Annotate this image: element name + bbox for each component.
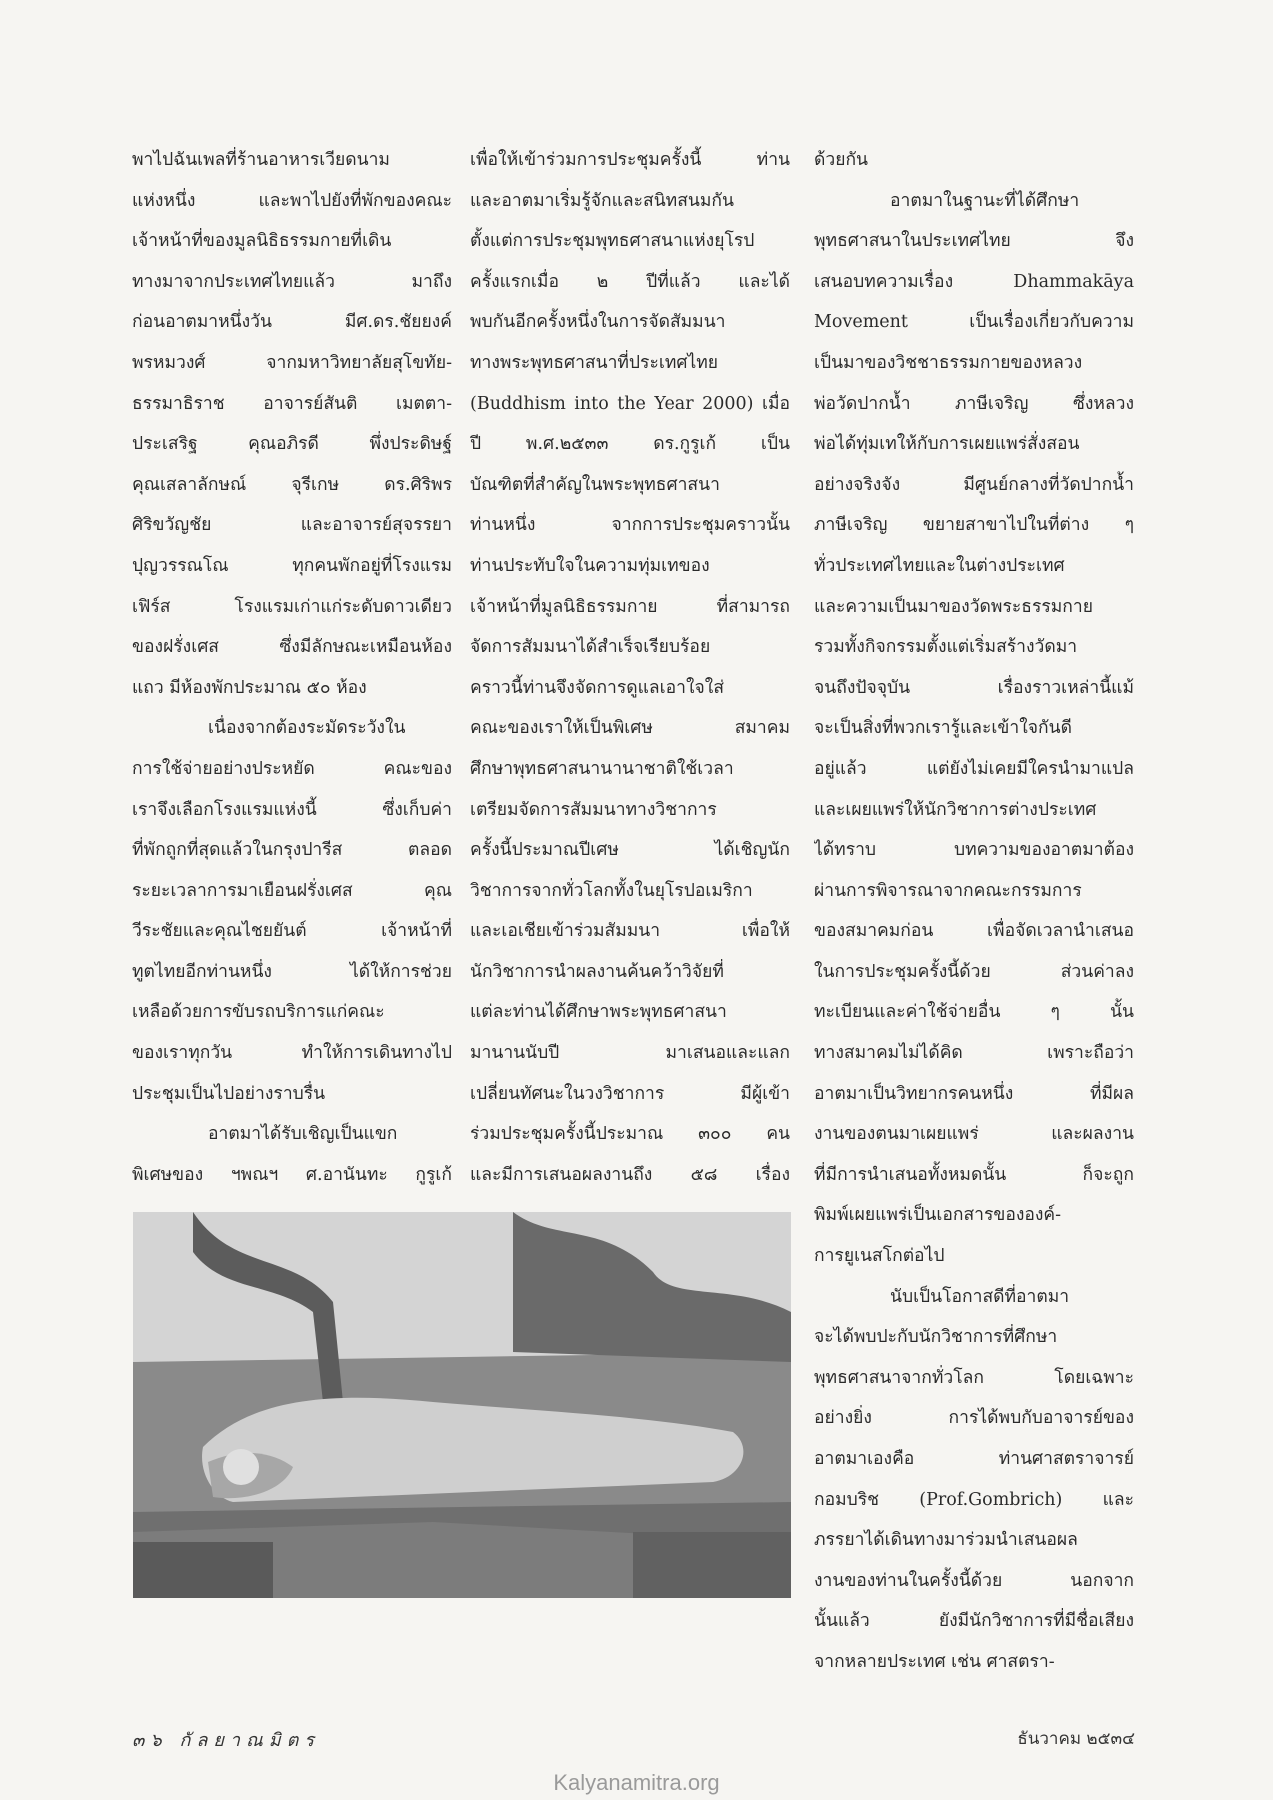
col3-line: ทั่วประเทศไทยและในต่างประเทศ: [814, 555, 1065, 576]
col1-line: เจ้าหน้าที่ของมูลนิธิธรรมกายที่เดิน: [132, 231, 392, 252]
watermark: Kalyanamitra.org: [553, 1770, 720, 1795]
col3-line: ทางสมาคมไม่ได้คิด เพราะถือว่า: [814, 1043, 1134, 1064]
col3-line: พุทธศาสนาในประเทศไทย จึง: [814, 231, 1134, 252]
col2-line: เจ้าหน้าที่มูลนิธิธรรมกาย ที่สามารถ: [470, 596, 790, 617]
col1-line: พาไปฉันเพลที่ร้านอาหารเวียดนาม: [132, 150, 390, 170]
text-column-3: [814, 140, 1134, 1683]
col3-line: ด้วยกัน: [814, 150, 869, 170]
col1-line: ธรรมาธิราช อาจารย์สันติ เมตตา-: [132, 393, 452, 414]
col2-line: ครั้งแรกเมื่อ ๒ ปีที่แล้ว และได้: [470, 271, 790, 292]
col1-line: เหลือด้วยการขับรถบริการแก่คณะ: [132, 1002, 385, 1023]
col3-line: รวมทั้งกิจกรรมตั้งแต่เริ่มสร้างวัดมา: [814, 637, 1078, 658]
col3-line: เสนอบทความเรื่อง Dhammakāya: [814, 271, 1134, 292]
col2-line: เปลี่ยนทัศนะในวงวิชาการ มีผู้เข้า: [470, 1083, 790, 1104]
col2-line: วิชาการจากทั่วโลกทั้งในยุโรปอเมริกา: [470, 880, 753, 901]
col2-line: ทางพระพุทธศาสนาที่ประเทศไทย: [470, 352, 719, 373]
col1-line: ปุญวรรณโณ ทุกคนพักอยู่ที่โรงแรม: [132, 555, 452, 576]
col2-line: คณะของเราให้เป็นพิเศษ สมาคม: [470, 718, 790, 739]
col1-line: อาตมาได้รับเชิญเป็นแขก: [208, 1124, 398, 1145]
col3-line: นั้นแล้ว ยังมีนักวิชาการที่มีชื่อเสียง: [814, 1611, 1134, 1632]
col1-line: เฟิร์ส โรงแรมเก่าแก่ระดับดาวเดียว: [132, 596, 452, 617]
col2-line: ปี พ.ศ.๒๕๓๓ ดร.กูรูเก้ เป็น: [470, 434, 790, 455]
col2-line: พบกันอีกครั้งหนึ่งในการจัดสัมมนา: [470, 312, 726, 333]
col2-line: ท่านประทับใจในความทุ่มเทของ: [470, 555, 710, 576]
col3-line: อาตมาเองคือ ท่านศาสตราจารย์: [814, 1449, 1134, 1469]
col1-line: คุณเสลาลักษณ์ จุรีเกษ ดร.ศิริพร: [132, 474, 452, 495]
col3-line: การยูเนสโกต่อไป: [814, 1246, 945, 1267]
col2-line: คราวนี้ท่านจึงจัดการดูแลเอาใจใส่: [470, 677, 724, 698]
text-column-1: [132, 140, 452, 1195]
footer-page-magazine: ๓๖ กัลยาณมิตร: [132, 1730, 320, 1751]
col1-line: การใช้จ่ายอย่างประหยัด คณะของ: [132, 758, 452, 779]
col2-line: เตรียมจัดการสัมมนาทางวิชาการ: [470, 799, 717, 820]
col3-line: พ่อได้ทุ่มเทให้กับการเผยแพร่สั่งสอน: [814, 434, 1080, 455]
col1-line: พิเศษของ ฯพณฯ ศ.อานันทะ กูรูเก้: [132, 1164, 452, 1185]
col1-line: ศิริขวัญชัย และอาจารย์สุจรรยา: [132, 515, 452, 536]
col3-line: ที่มีการนำเสนอทั้งหมดนั้น ก็จะถูก: [814, 1164, 1134, 1185]
col1-line: แห่งหนึ่ง และพาไปยังที่พักของคณะ: [132, 190, 452, 211]
col1-line: เราจึงเลือกโรงแรมแห่งนี้ ซึ่งเก็บค่า: [132, 799, 452, 820]
col1-line: วีระชัยและคุณไชยยันต์ เจ้าหน้าที่: [132, 921, 452, 942]
col1-line: ประเสริฐ คุณอภิรดี พึ่งประดิษฐ์: [132, 434, 452, 455]
col2-line: ร่วมประชุมครั้งนี้ประมาณ ๓๐๐ คน: [470, 1124, 790, 1145]
footer-issue-date: ธันวาคม ๒๕๓๔: [1017, 1729, 1135, 1749]
col3-line: และความเป็นมาของวัดพระธรรมกาย: [814, 596, 1093, 617]
col3-line: พ่อวัดปากน้ำ ภาษีเจริญ ซึ่งหลวง: [814, 393, 1134, 414]
col3-line: อาตมาในฐานะที่ได้ศึกษา: [890, 190, 1080, 211]
col2-line: และมีการเสนอผลงานถึง ๕๘ เรื่อง: [470, 1164, 790, 1185]
col2-line: ท่านหนึ่ง จากการประชุมคราวนั้น: [470, 515, 790, 536]
col1-line: ประชุมเป็นไปอย่างราบรื่น: [132, 1083, 326, 1104]
reclining-buddha-photo: [133, 1212, 791, 1598]
col1-line: ทูตไทยอีกท่านหนึ่ง ได้ให้การช่วย: [132, 961, 452, 982]
col1-line: ระยะเวลาการมาเยือนฝรั่งเศส คุณ: [132, 880, 452, 901]
col1-line: เนื่องจากต้องระมัดระวังใน: [208, 718, 406, 739]
col3-line: พิมพ์เผยแพร่เป็นเอกสารขององค์-: [814, 1205, 1062, 1226]
col3-line: ภรรยาได้เดินทางมาร่วมนำเสนอผล: [814, 1530, 1078, 1551]
col3-line: จะได้พบปะกับนักวิชาการที่ศึกษา: [814, 1327, 1058, 1348]
col3-line: จะเป็นสิ่งที่พวกเรารู้และเข้าใจกันดี: [814, 718, 1072, 739]
col1-line: ของฝรั่งเศส ซึ่งมีลักษณะเหมือนห้อง: [132, 637, 452, 658]
col3-line: อยู่แล้ว แต่ยังไม่เคยมีใครนำมาแปล: [814, 758, 1134, 779]
col3-line: ผ่านการพิจารณาจากคณะกรรมการ: [814, 880, 1082, 901]
text-column-2: [470, 140, 790, 1195]
col3-line: จากหลายประเทศ เช่น ศาสตรา-: [814, 1651, 1055, 1672]
col2-line: แต่ละท่านได้ศึกษาพระพุทธศาสนา: [470, 1002, 727, 1023]
col2-line: จัดการสัมมนาได้สำเร็จเรียบร้อย: [470, 637, 711, 658]
col3-line: ของสมาคมก่อน เพื่อจัดเวลานำเสนอ: [814, 921, 1134, 942]
col3-line: งานของท่านในครั้งนี้ด้วย นอกจาก: [814, 1570, 1134, 1591]
col3-line: นับเป็นโอกาสดีที่อาตมา: [890, 1286, 1070, 1307]
col2-line: และเอเชียเข้าร่วมสัมมนา เพื่อให้: [470, 921, 790, 942]
col1-line: แถว มีห้องพักประมาณ ๕๐ ห้อง: [132, 677, 367, 698]
col3-line: ได้ทราบ บทความของอาตมาต้อง: [814, 840, 1134, 861]
col3-line: ในการประชุมครั้งนี้ด้วย ส่วนค่าลง: [814, 961, 1134, 982]
col2-line: ครั้งนี้ประมาณปีเศษ ได้เชิญนัก: [470, 840, 790, 861]
col2-line: และอาตมาเริ่มรู้จักและสนิทสนมกัน: [470, 190, 734, 211]
col3-line: จนถึงปัจจุบัน เรื่องราวเหล่านี้แม้: [814, 677, 1134, 698]
col3-line: อย่างจริงจัง มีศูนย์กลางที่วัดปากน้ำ: [814, 474, 1134, 495]
col3-line: เป็นมาของวิชชาธรรมกายของหลวง: [814, 352, 1083, 373]
col2-line: นักวิชาการนำผลงานค้นคว้าวิจัยที่: [470, 961, 724, 982]
col2-line: ศึกษาพุทธศาสนานานาชาติใช้เวลา: [470, 758, 734, 779]
col1-line: ทางมาจากประเทศไทยแล้ว มาถึง: [132, 271, 452, 292]
col2-line: เพื่อให้เข้าร่วมการประชุมครั้งนี้ ท่าน: [470, 150, 790, 170]
col3-line: อาตมาเป็นวิทยากรคนหนึ่ง ที่มีผล: [814, 1083, 1134, 1104]
col3-line: พุทธศาสนาจากทั่วโลก โดยเฉพาะ: [814, 1367, 1134, 1388]
col1-line: พรหมวงศ์ จากมหาวิทยาลัยสุโขทัย-: [132, 352, 452, 373]
col3-line: ภาษีเจริญ ขยายสาขาไปในที่ต่าง ๆ: [814, 515, 1134, 536]
col1-line: ของเราทุกวัน ทำให้การเดินทางไป: [132, 1043, 452, 1064]
col3-line: กอมบริช (Prof.Gombrich) และ: [814, 1489, 1134, 1510]
col3-line: งานของตนมาเผยแพร่ และผลงาน: [814, 1124, 1134, 1145]
col1-line: ก่อนอาตมาหนึ่งวัน มีศ.ดร.ชัยยงค์: [132, 312, 452, 333]
col2-line: ตั้งแต่การประชุมพุทธศาสนาแห่งยุโรป: [470, 231, 755, 252]
col3-line: Movement เป็นเรื่องเกี่ยวกับความ: [814, 312, 1134, 333]
col3-line: และเผยแพร่ให้นักวิชาการต่างประเทศ: [814, 799, 1097, 820]
col3-line: อย่างยิ่ง การได้พบกับอาจารย์ของ: [814, 1408, 1134, 1429]
col2-line: (Buddhism into the Year 2000) เมื่อ: [470, 393, 790, 414]
col2-line: มานานนับปี มาเสนอและแลก: [470, 1043, 790, 1064]
col2-line: บัณฑิตที่สำคัญในพระพุทธศาสนา: [470, 474, 720, 495]
col3-line: ทะเบียนและค่าใช้จ่ายอื่น ๆ นั้น: [814, 1002, 1134, 1023]
col1-line: ที่พักถูกที่สุดแล้วในกรุงปารีส ตลอด: [132, 840, 452, 861]
